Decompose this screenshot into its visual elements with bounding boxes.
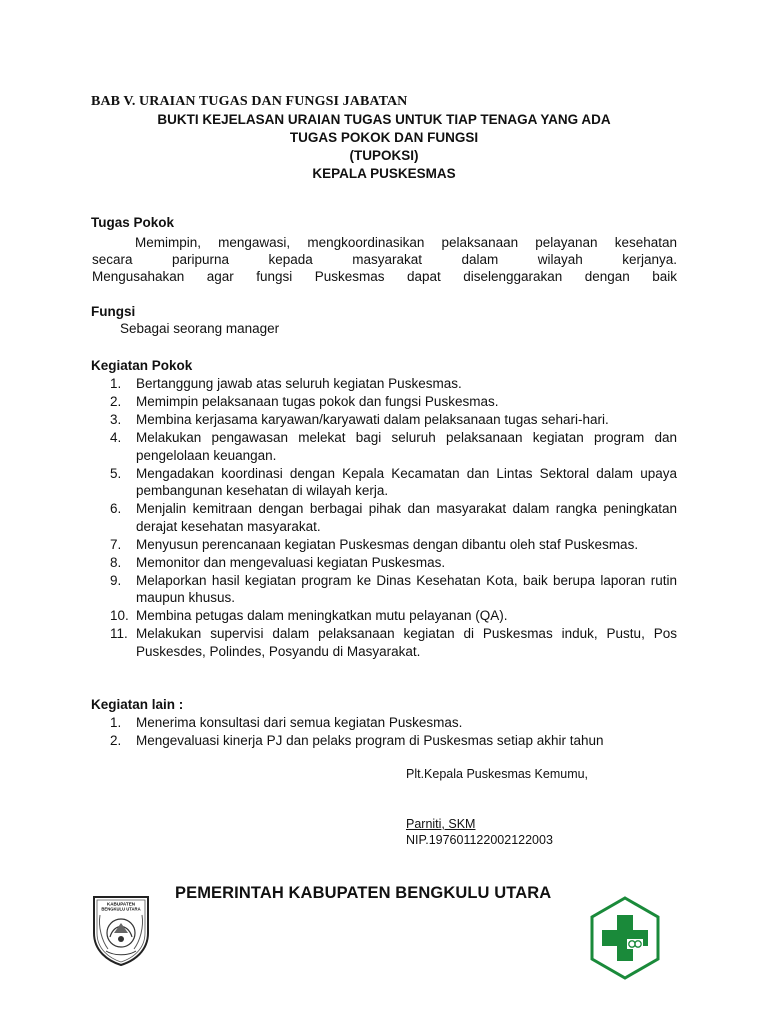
item-number: 6. (110, 501, 122, 516)
tugas-pokok-paragraph (92, 234, 677, 285)
item-number: 9. (110, 572, 122, 588)
title-line-2: TUGAS POKOK DAN FUNGSI (289, 130, 479, 145)
kegiatan-lain-list (110, 714, 677, 750)
list-item (110, 554, 677, 572)
title-line-3: (TUPOKSI) (349, 148, 419, 163)
signature-position: Plt.Kepala Puskesmas Kemumu, (406, 767, 589, 781)
document-title-block (80, 111, 688, 183)
list-item (110, 500, 677, 535)
item-text: Mengevaluasi kinerja PJ dan pelaks program di Puskesmas setiap akhir tahun (136, 733, 604, 748)
item-number: 7. (110, 536, 122, 552)
kegiatan-lain-heading: Kegiatan lain : (91, 697, 184, 712)
item-text: Memonitor dan mengevaluasi kegiatan Puskesmas. (136, 554, 446, 570)
footer-government-title: PEMERINTAH KABUPATEN BENGKULU UTARA (175, 884, 552, 902)
tugas-pokok-line-1: Memimpin, mengawasi, mengkoordinasikan pelaksanaan pelayanan kesehatan (135, 235, 677, 250)
item-text: Bertanggung jawab atas seluruh kegiatan Puskesmas. (136, 376, 462, 391)
item-text: Mengadakan koordinasi dengan Kepala Kecamatan dan Lintas Sektoral dalam upaya pembangunan kesehatan di wilayah kerja. (136, 465, 677, 498)
tugas-pokok-heading: Tugas Pokok (91, 215, 175, 230)
item-number: 8. (110, 554, 122, 570)
item-number: 2. (110, 394, 122, 409)
item-text: Menyusun perencanaan kegiatan Puskesmas dengan dibantu oleh staf Puskesmas. (136, 536, 639, 552)
item-text: Membina petugas dalam meningkatkan mutu pelayanan (QA). (136, 608, 508, 623)
list-item (110, 465, 677, 500)
list-item (110, 607, 677, 625)
list-item (110, 429, 677, 464)
seal-label-sub: BENGKULU UTARA (101, 906, 141, 912)
item-number: 2. (110, 733, 122, 748)
item-number: 3. (110, 412, 122, 427)
tugas-pokok-line-3: Mengusahakan agar fungsi Puskesmas dapat diselenggarakan dengan baik (92, 269, 677, 284)
item-text: Melakukan pengawasan melekat bagi seluruh pelaksanaan kegiatan program dan pengelolaan keuangan. (136, 430, 677, 463)
list-item (110, 625, 677, 660)
item-number: 10. (110, 608, 129, 623)
item-number: 5. (110, 465, 122, 481)
list-item (110, 411, 677, 429)
tugas-pokok-line-2: secara paripurna kepada masyarakat dalam wilayah kerjanya. (92, 252, 677, 267)
list-item (110, 714, 677, 732)
kegiatan-pokok-heading: Kegiatan Pokok (91, 358, 193, 373)
item-text: Menerima konsultasi dari semua kegiatan Puskesmas. (136, 715, 463, 730)
fungsi-heading: Fungsi (91, 304, 136, 319)
puskesmas-cross-logo-icon (589, 895, 661, 981)
title-line-1: BUKTI KEJELASAN URAIAN TUGAS UNTUK TIAP TENAGA YANG ADA (157, 112, 611, 127)
signature-name: Parniti, SKM (406, 817, 476, 831)
list-item (110, 732, 677, 750)
kegiatan-pokok-list (110, 375, 677, 661)
item-text: Membina kerjasama karyawan/karyawati dalam pelaksanaan tugas sehari-hari. (136, 412, 609, 427)
item-text: Melaporkan hasil kegiatan program ke Dinas Kesehatan Kota, baik berupa laporan rutin maupun khusus. (136, 572, 677, 605)
fungsi-text: Sebagai seorang manager (120, 321, 280, 336)
item-text: Memimpin pelaksanaan tugas pokok dan fungsi Puskesmas. (136, 394, 499, 409)
regency-seal-icon (88, 893, 154, 967)
chapter-title: BAB V. URAIAN TUGAS DAN FUNGSI JABATAN (91, 94, 408, 109)
item-number: 1. (110, 715, 122, 730)
list-item (110, 375, 677, 393)
item-text: Melakukan supervisi dalam pelaksanaan kegiatan di Puskesmas induk, Pustu, Pos Puskesdes, Polindes, Posyandu di Masyarakat. (136, 626, 677, 659)
list-item (110, 572, 677, 607)
title-line-4: KEPALA PUSKESMAS (312, 166, 456, 181)
signature-nip: NIP.197601122002122003 (406, 833, 553, 847)
item-number: 11. (110, 626, 128, 641)
item-number: 4. (110, 430, 122, 445)
list-item (110, 393, 677, 411)
seal-label-top: KABUPATEN (106, 901, 136, 907)
list-item (110, 536, 677, 554)
item-text: Menjalin kemitraan dengan berbagai pihak dan masyarakat dalam rangka peningkatan derajat kesehatan masyarakat. (136, 501, 677, 534)
item-number: 1. (110, 376, 122, 391)
